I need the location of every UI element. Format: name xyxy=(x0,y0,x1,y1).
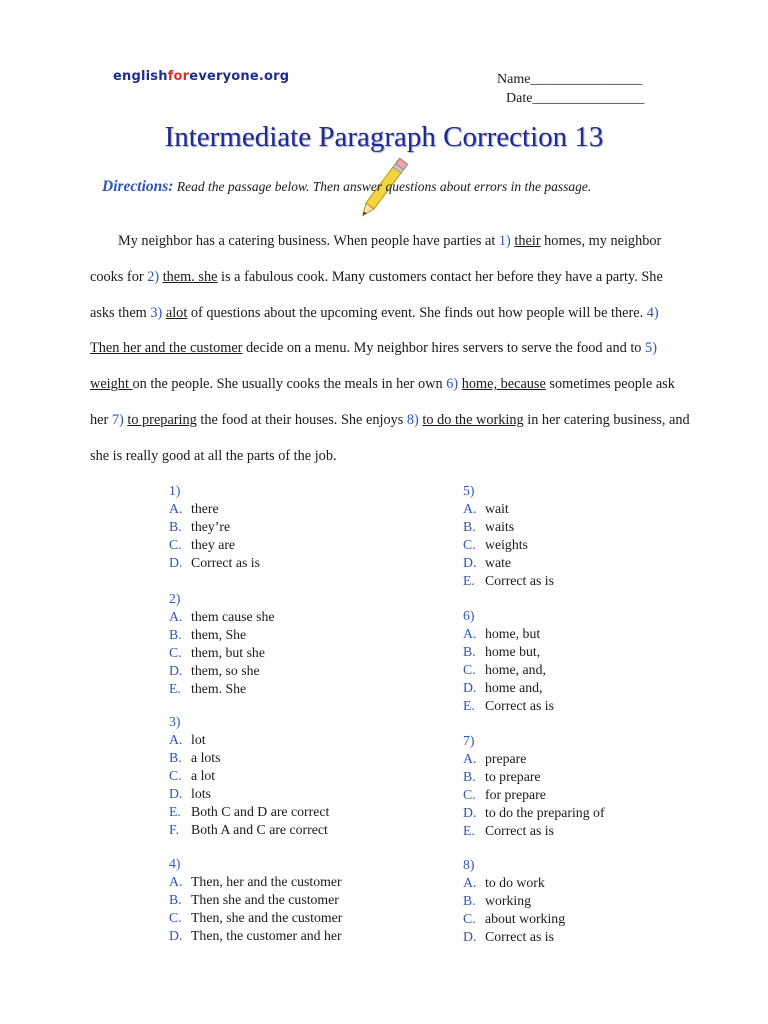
passage-underlined-error: home, because xyxy=(461,376,546,393)
option-letter: D. xyxy=(169,555,183,570)
option-letter: B. xyxy=(463,769,476,784)
option-text: lots xyxy=(191,786,211,801)
option-letter: B. xyxy=(463,893,476,908)
answer-option[interactable] xyxy=(463,892,565,910)
answer-option[interactable] xyxy=(463,804,605,822)
option-letter: A. xyxy=(463,751,477,766)
option-text: Correct as is xyxy=(485,823,554,838)
answer-option[interactable] xyxy=(463,500,554,518)
option-letter: D. xyxy=(463,929,477,944)
directions xyxy=(102,178,591,196)
question-6 xyxy=(463,607,554,715)
page-title: Intermediate Paragraph Correction 13 xyxy=(164,121,604,153)
option-text: them, so she xyxy=(191,663,260,678)
answer-option[interactable] xyxy=(169,680,275,698)
option-letter: E. xyxy=(463,698,475,713)
option-text: a lot xyxy=(191,768,216,783)
option-letter: D. xyxy=(169,928,183,943)
option-text: home and, xyxy=(485,680,543,695)
option-text: Then, her and the customer xyxy=(191,874,342,889)
question-number: 4) xyxy=(169,856,181,871)
option-letter: B. xyxy=(169,519,182,534)
question-number: 1) xyxy=(169,483,181,498)
passage-question-number: 5) xyxy=(645,340,657,357)
option-text: prepare xyxy=(485,751,527,766)
answer-option[interactable] xyxy=(169,608,275,626)
option-letter: C. xyxy=(463,911,476,926)
passage-underlined-error: alot xyxy=(165,304,188,321)
name-date-block xyxy=(497,70,644,108)
option-text: Correct as is xyxy=(191,555,260,570)
answer-option[interactable] xyxy=(463,697,554,715)
option-text: lot xyxy=(191,732,206,747)
option-letter: A. xyxy=(169,732,183,747)
option-letter: E. xyxy=(463,573,475,588)
answer-option[interactable] xyxy=(169,873,342,891)
option-letter: B. xyxy=(463,519,476,534)
option-letter: A. xyxy=(169,501,183,516)
answer-option[interactable] xyxy=(463,822,605,840)
option-letter: D. xyxy=(463,805,477,820)
answer-option[interactable] xyxy=(169,767,329,785)
option-text: them cause she xyxy=(191,609,275,624)
passage-question-number: 2) xyxy=(147,268,160,285)
answer-option[interactable] xyxy=(169,554,260,572)
answer-option[interactable] xyxy=(169,909,342,927)
option-text: Then she and the customer xyxy=(191,892,339,907)
option-letter: A. xyxy=(169,609,183,624)
option-letter: B. xyxy=(169,627,182,642)
passage-text: on the people. She usually cooks the meals in her own xyxy=(132,376,447,393)
passage-underlined-error: to preparing xyxy=(127,411,197,428)
answer-option[interactable] xyxy=(169,803,329,821)
answer-option[interactable] xyxy=(169,626,275,644)
option-letter: E. xyxy=(169,681,181,696)
option-letter: D. xyxy=(169,663,183,678)
question-number: 7) xyxy=(463,733,475,748)
option-text: home but, xyxy=(485,644,541,659)
passage-text: sometimes people ask her xyxy=(90,376,675,428)
directions-text: Read the passage below. Then answer questions about errors in the passage. xyxy=(176,179,592,194)
option-text: they are xyxy=(191,537,236,552)
answer-option[interactable] xyxy=(463,536,554,554)
answer-option[interactable] xyxy=(169,821,329,839)
passage-text: of questions about the upcoming event. She finds out how people will be there. xyxy=(187,304,647,321)
option-letter: D. xyxy=(463,680,477,695)
passage-underlined-error: Then her and the customer xyxy=(90,340,243,357)
option-text: weights xyxy=(485,537,528,552)
option-letter: A. xyxy=(463,626,477,641)
answer-option[interactable] xyxy=(169,785,329,803)
logo-part-for: for xyxy=(167,69,190,84)
passage-text: in her catering business, and she is really good at all the parts of the job. xyxy=(90,411,690,464)
option-letter: D. xyxy=(463,555,477,570)
option-text: home, and, xyxy=(485,662,546,677)
option-text: for prepare xyxy=(485,787,546,802)
option-text: home, but xyxy=(485,626,541,641)
answer-option[interactable] xyxy=(169,927,342,945)
option-letter: C. xyxy=(169,768,182,783)
logo-part-english: english xyxy=(113,69,168,84)
question-2 xyxy=(169,590,275,698)
option-letter: F. xyxy=(169,822,180,837)
answer-option[interactable] xyxy=(169,644,275,662)
option-letter: A. xyxy=(463,875,477,890)
answer-option[interactable] xyxy=(463,750,605,768)
option-text: to prepare xyxy=(485,769,541,784)
question-number: 3) xyxy=(169,714,181,729)
option-text: a lots xyxy=(191,750,221,765)
option-text: them, but she xyxy=(191,645,265,660)
option-text: Then, she and the customer xyxy=(191,910,343,925)
passage-text: the food at their houses. She enjoys xyxy=(196,411,407,428)
option-letter: C. xyxy=(169,645,182,660)
answer-option[interactable] xyxy=(463,661,554,679)
option-letter: B. xyxy=(463,644,476,659)
passage-question-number: 1) xyxy=(498,233,511,249)
date-field[interactable]: Date________________ xyxy=(506,91,645,106)
answer-option[interactable] xyxy=(463,554,554,572)
option-letter: E. xyxy=(169,804,181,819)
answer-option[interactable] xyxy=(169,662,275,680)
option-text: there xyxy=(191,501,219,516)
option-text: Correct as is xyxy=(485,573,554,588)
answer-option[interactable] xyxy=(463,874,565,892)
passage-text: decide on a menu. My neighbor hires servers to serve the food and to xyxy=(242,340,646,357)
option-letter: B. xyxy=(169,892,182,907)
option-text: them. She xyxy=(191,681,247,696)
answer-option[interactable] xyxy=(463,910,565,928)
option-letter: C. xyxy=(463,662,476,677)
question-number: 2) xyxy=(169,591,181,606)
answer-option[interactable] xyxy=(169,536,260,554)
option-letter: C. xyxy=(169,910,182,925)
answer-option[interactable] xyxy=(463,518,554,536)
passage-question-number: 3) xyxy=(150,304,163,321)
option-text: Correct as is xyxy=(485,698,554,713)
option-letter: D. xyxy=(169,786,183,801)
option-letter: A. xyxy=(169,874,183,889)
passage-text: homes, my neighbor cooks for xyxy=(90,233,662,285)
answer-option[interactable] xyxy=(463,643,554,661)
passage-question-number: 7) xyxy=(111,411,124,428)
option-letter: B. xyxy=(169,750,182,765)
option-text: Both C and D are correct xyxy=(191,804,330,819)
option-letter: C. xyxy=(463,537,476,552)
option-letter: E. xyxy=(463,823,475,838)
question-number: 8) xyxy=(463,857,475,872)
answer-option[interactable] xyxy=(169,731,329,749)
option-text: they’re xyxy=(191,519,231,534)
name-field[interactable]: Name________________ xyxy=(497,72,643,87)
option-text: wait xyxy=(485,501,509,516)
question-8 xyxy=(463,856,565,946)
question-number: 5) xyxy=(463,483,475,498)
passage-text: My neighbor has a catering business. When people have parties at xyxy=(118,233,499,249)
option-text: working xyxy=(485,893,531,908)
question-1 xyxy=(169,482,260,572)
option-text: about working xyxy=(485,911,566,926)
answer-option[interactable] xyxy=(463,928,565,946)
passage-underlined-error: to do the working xyxy=(422,411,524,428)
option-text: to do the preparing of xyxy=(485,805,605,820)
passage-question-number: 8) xyxy=(406,411,419,428)
question-number: 6) xyxy=(463,608,475,623)
question-3 xyxy=(169,713,329,839)
reading-passage xyxy=(90,224,690,475)
answer-option[interactable] xyxy=(169,749,329,767)
passage-question-number: 6) xyxy=(446,376,459,393)
answer-option[interactable] xyxy=(463,768,605,786)
option-text: to do work xyxy=(485,875,545,890)
answer-option[interactable] xyxy=(169,518,260,536)
logo-part-everyone: everyone.org xyxy=(189,69,290,84)
passage-underlined-error: them. she xyxy=(162,268,218,285)
passage-underlined-error: weight xyxy=(90,376,133,393)
answer-option[interactable] xyxy=(463,679,554,697)
option-letter: A. xyxy=(463,501,477,516)
answer-option[interactable] xyxy=(463,625,554,643)
option-letter: C. xyxy=(169,537,182,552)
option-text: them, She xyxy=(191,627,247,642)
option-text: Both A and C are correct xyxy=(191,822,328,837)
option-text: Then, the customer and her xyxy=(191,928,342,943)
option-text: Correct as is xyxy=(485,929,554,944)
directions-label: Directions: xyxy=(102,178,174,195)
answer-option[interactable] xyxy=(169,500,260,518)
passage-text: is a fabulous cook. Many customers contact her before they have a party. She asks them xyxy=(90,268,663,321)
question-4 xyxy=(169,855,342,945)
answer-option[interactable] xyxy=(463,572,554,590)
passage-paragraph xyxy=(90,224,690,475)
question-5 xyxy=(463,482,554,590)
answer-option[interactable] xyxy=(169,891,342,909)
option-text: wate xyxy=(485,555,512,570)
option-letter: C. xyxy=(463,787,476,802)
passage-underlined-error: their xyxy=(514,233,541,249)
passage-question-number: 4) xyxy=(646,304,659,321)
site-logo xyxy=(113,69,289,84)
question-7 xyxy=(463,732,605,840)
answer-option[interactable] xyxy=(463,786,605,804)
option-text: waits xyxy=(485,519,515,534)
